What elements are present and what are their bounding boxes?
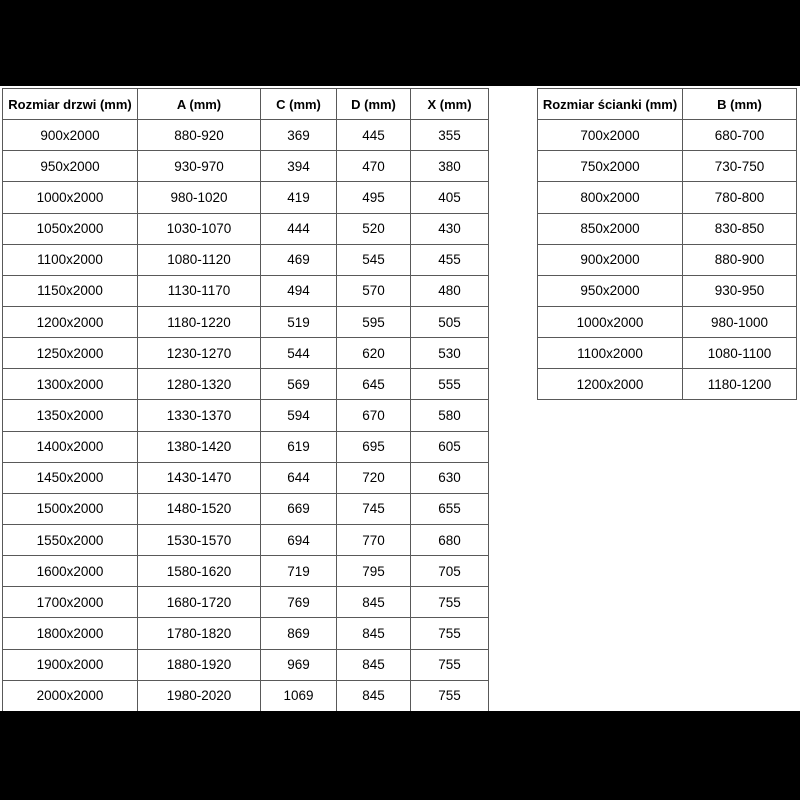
table-cell: 1000x2000 <box>3 182 138 213</box>
column-header: A (mm) <box>138 89 261 120</box>
table-cell: 900x2000 <box>538 244 683 275</box>
table-row <box>3 431 489 462</box>
table-cell: 430 <box>411 213 489 244</box>
table-cell: 644 <box>261 462 337 493</box>
table-cell: 850x2000 <box>538 213 683 244</box>
table-cell: 1200x2000 <box>538 369 683 400</box>
table-row <box>3 587 489 618</box>
table-cell: 1600x2000 <box>3 556 138 587</box>
table-row <box>3 151 489 182</box>
table-row <box>3 680 489 711</box>
table-row <box>3 493 489 524</box>
table-cell: 630 <box>411 462 489 493</box>
table-cell: 594 <box>261 400 337 431</box>
table-cell: 680 <box>411 524 489 555</box>
table-cell: 770 <box>337 524 411 555</box>
table-cell: 470 <box>337 151 411 182</box>
table-row <box>3 400 489 431</box>
table-cell: 444 <box>261 213 337 244</box>
table-cell: 720 <box>337 462 411 493</box>
table-cell: 380 <box>411 151 489 182</box>
table-cell: 1550x2000 <box>3 524 138 555</box>
table-cell: 980-1020 <box>138 182 261 213</box>
table-cell: 555 <box>411 369 489 400</box>
table-cell: 1350x2000 <box>3 400 138 431</box>
table-cell: 830-850 <box>683 213 797 244</box>
table-cell: 670 <box>337 400 411 431</box>
door-sizes-table <box>2 88 489 712</box>
table-cell: 1300x2000 <box>3 369 138 400</box>
table-cell: 1100x2000 <box>538 338 683 369</box>
table-row <box>3 213 489 244</box>
table-cell: 1450x2000 <box>3 462 138 493</box>
table-cell: 1780-1820 <box>138 618 261 649</box>
table-cell: 1069 <box>261 680 337 711</box>
table-cell: 800x2000 <box>538 182 683 213</box>
table-row <box>3 182 489 213</box>
table-cell: 1330-1370 <box>138 400 261 431</box>
table-cell: 544 <box>261 338 337 369</box>
table-cell: 930-970 <box>138 151 261 182</box>
column-header: Rozmiar drzwi (mm) <box>3 89 138 120</box>
table-cell: 620 <box>337 338 411 369</box>
column-header: Rozmiar ścianki (mm) <box>538 89 683 120</box>
table-cell: 405 <box>411 182 489 213</box>
table-cell: 1080-1100 <box>683 338 797 369</box>
wall-sizes-header-row <box>538 89 797 120</box>
table-cell: 369 <box>261 120 337 151</box>
table-cell: 1580-1620 <box>138 556 261 587</box>
table-cell: 455 <box>411 244 489 275</box>
table-row <box>538 369 797 400</box>
table-cell: 845 <box>337 587 411 618</box>
table-cell: 1050x2000 <box>3 213 138 244</box>
table-row <box>3 556 489 587</box>
table-cell: 1800x2000 <box>3 618 138 649</box>
table-cell: 520 <box>337 213 411 244</box>
table-cell: 719 <box>261 556 337 587</box>
table-cell: 1180-1220 <box>138 306 261 337</box>
table-cell: 1080-1120 <box>138 244 261 275</box>
table-cell: 880-900 <box>683 244 797 275</box>
table-cell: 519 <box>261 306 337 337</box>
table-cell: 750x2000 <box>538 151 683 182</box>
table-cell: 570 <box>337 275 411 306</box>
table-row <box>3 120 489 151</box>
table-cell: 869 <box>261 618 337 649</box>
table-row <box>538 182 797 213</box>
table-row <box>3 244 489 275</box>
table-cell: 1500x2000 <box>3 493 138 524</box>
table-cell: 755 <box>411 649 489 680</box>
table-cell: 1180-1200 <box>683 369 797 400</box>
column-header: D (mm) <box>337 89 411 120</box>
table-cell: 494 <box>261 275 337 306</box>
table-row <box>538 338 797 369</box>
table-cell: 1700x2000 <box>3 587 138 618</box>
table-cell: 980-1000 <box>683 306 797 337</box>
table-cell: 1880-1920 <box>138 649 261 680</box>
table-cell: 595 <box>337 306 411 337</box>
table-row <box>538 151 797 182</box>
bottom-black-band <box>0 711 800 800</box>
door-sizes-header-row <box>3 89 489 120</box>
table-row <box>538 275 797 306</box>
table-cell: 950x2000 <box>538 275 683 306</box>
table-row <box>538 120 797 151</box>
table-cell: 695 <box>337 431 411 462</box>
wall-sizes-table <box>537 88 797 400</box>
table-cell: 545 <box>337 244 411 275</box>
table-cell: 1280-1320 <box>138 369 261 400</box>
table-cell: 1000x2000 <box>538 306 683 337</box>
table-row <box>3 306 489 337</box>
table-cell: 745 <box>337 493 411 524</box>
table-cell: 930-950 <box>683 275 797 306</box>
table-cell: 355 <box>411 120 489 151</box>
table-cell: 1900x2000 <box>3 649 138 680</box>
table-row <box>3 369 489 400</box>
table-row <box>3 338 489 369</box>
table-cell: 1100x2000 <box>3 244 138 275</box>
table-row <box>3 618 489 649</box>
table-cell: 480 <box>411 275 489 306</box>
table-cell: 1150x2000 <box>3 275 138 306</box>
table-cell: 780-800 <box>683 182 797 213</box>
table-row <box>538 306 797 337</box>
table-cell: 655 <box>411 493 489 524</box>
table-cell: 680-700 <box>683 120 797 151</box>
table-cell: 1200x2000 <box>3 306 138 337</box>
table-cell: 619 <box>261 431 337 462</box>
table-cell: 845 <box>337 649 411 680</box>
column-header: B (mm) <box>683 89 797 120</box>
table-cell: 880-920 <box>138 120 261 151</box>
table-cell: 645 <box>337 369 411 400</box>
table-cell: 469 <box>261 244 337 275</box>
table-cell: 1250x2000 <box>3 338 138 369</box>
table-cell: 1030-1070 <box>138 213 261 244</box>
table-cell: 1230-1270 <box>138 338 261 369</box>
table-cell: 605 <box>411 431 489 462</box>
table-cell: 694 <box>261 524 337 555</box>
table-cell: 445 <box>337 120 411 151</box>
table-cell: 730-750 <box>683 151 797 182</box>
table-row <box>3 649 489 680</box>
table-cell: 1400x2000 <box>3 431 138 462</box>
top-black-band <box>0 0 800 86</box>
table-row <box>538 244 797 275</box>
table-cell: 669 <box>261 493 337 524</box>
table-cell: 1430-1470 <box>138 462 261 493</box>
table-cell: 1480-1520 <box>138 493 261 524</box>
table-row <box>3 462 489 493</box>
table-cell: 1530-1570 <box>138 524 261 555</box>
table-cell: 845 <box>337 680 411 711</box>
table-cell: 1680-1720 <box>138 587 261 618</box>
table-cell: 580 <box>411 400 489 431</box>
table-cell: 1980-2020 <box>138 680 261 711</box>
table-cell: 700x2000 <box>538 120 683 151</box>
table-cell: 419 <box>261 182 337 213</box>
table-cell: 394 <box>261 151 337 182</box>
table-row <box>3 524 489 555</box>
table-cell: 755 <box>411 587 489 618</box>
table-cell: 755 <box>411 618 489 649</box>
table-cell: 845 <box>337 618 411 649</box>
table-cell: 1380-1420 <box>138 431 261 462</box>
table-cell: 505 <box>411 306 489 337</box>
table-cell: 950x2000 <box>3 151 138 182</box>
table-cell: 1130-1170 <box>138 275 261 306</box>
table-cell: 2000x2000 <box>3 680 138 711</box>
table-cell: 900x2000 <box>3 120 138 151</box>
table-cell: 795 <box>337 556 411 587</box>
column-header: X (mm) <box>411 89 489 120</box>
table-cell: 569 <box>261 369 337 400</box>
table-cell: 969 <box>261 649 337 680</box>
table-cell: 495 <box>337 182 411 213</box>
column-header: C (mm) <box>261 89 337 120</box>
table-cell: 530 <box>411 338 489 369</box>
table-row <box>3 275 489 306</box>
table-cell: 755 <box>411 680 489 711</box>
table-cell: 769 <box>261 587 337 618</box>
table-row <box>538 213 797 244</box>
table-cell: 705 <box>411 556 489 587</box>
